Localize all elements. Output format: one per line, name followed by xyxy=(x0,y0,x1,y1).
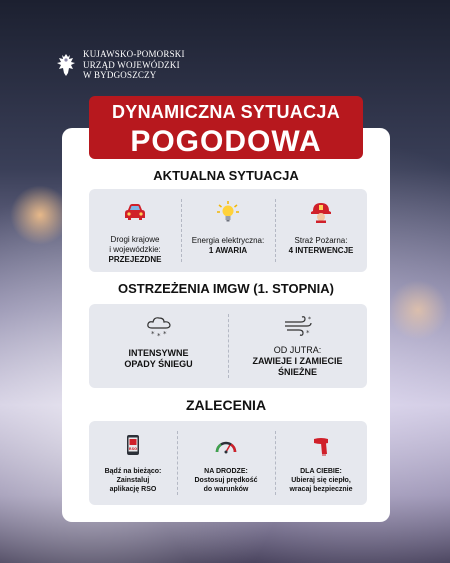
electricity-value: 1 AWARIA xyxy=(208,246,248,255)
blizzard-warning-line2: ŚNIEŻNE xyxy=(277,367,317,377)
stay-informed-line2: Zainstaluj xyxy=(116,477,150,484)
scarf-icon xyxy=(312,436,330,456)
svg-text:RSO: RSO xyxy=(128,447,138,451)
snowfall-warning xyxy=(89,304,228,388)
recommendation-on-road xyxy=(177,421,275,505)
svg-text:*: * xyxy=(305,329,309,337)
banner-title-line1: DYNAMICZNA SYTUACJA xyxy=(89,96,363,128)
roads-label-line1: Drogi krajowe xyxy=(110,235,160,244)
roads-value: PRZEJEZDNE xyxy=(108,255,162,264)
warnings-title: OSTRZEŻENIA IMGW (1. STOPNIA) xyxy=(118,281,334,296)
fire-service-label: Straż Pożarna: xyxy=(294,236,348,245)
for-you-line3: wracaj bezpiecznie xyxy=(289,486,353,493)
banner-title-line2: POGODOWA xyxy=(89,125,363,159)
recommendations-panel xyxy=(89,421,367,505)
svg-text:*: * xyxy=(150,330,154,338)
phone-rso-icon xyxy=(126,434,140,456)
roads-label-line2: i wojewódzkie: xyxy=(109,245,161,254)
current-situation-panel xyxy=(89,189,367,272)
eagle-emblem-icon xyxy=(55,52,77,78)
on-road-line2: Dostosuj prędkość xyxy=(194,477,258,484)
speedometer-icon xyxy=(215,436,237,456)
blizzard-warning xyxy=(228,304,367,388)
on-road-line3: do warunków xyxy=(203,486,249,493)
car-headlight-glow xyxy=(388,280,448,340)
office-name xyxy=(83,49,185,81)
lightbulb-icon xyxy=(217,201,239,223)
snowfall-warning-line1: INTENSYWNE xyxy=(128,348,189,358)
office-name-line1: KUJAWSKO-POMORSKI xyxy=(83,49,185,59)
firefighter-icon xyxy=(310,201,332,223)
office-logo xyxy=(55,49,185,81)
blizzard-warning-prefix: OD JUTRA: xyxy=(273,345,322,355)
snowfall-warning-line2: OPADY ŚNIEGU xyxy=(124,359,193,369)
for-you-line2: Ubieraj się ciepło, xyxy=(291,477,351,484)
svg-text:*: * xyxy=(162,330,166,338)
on-road-line1: NA DRODZE: xyxy=(204,468,248,475)
fire-service-status xyxy=(275,189,367,272)
car-icon xyxy=(124,203,146,221)
wind-snow-icon xyxy=(283,315,313,337)
street-light-glow xyxy=(10,185,70,245)
blizzard-warning-line1: ZAWIEJE I ZAMIECIE xyxy=(252,356,343,366)
snow-cloud-icon xyxy=(146,316,172,338)
stay-informed-line3: aplikację RSO xyxy=(109,486,157,493)
svg-text:*: * xyxy=(307,316,311,323)
fire-service-value: 4 INTERWENCJE xyxy=(288,246,354,255)
for-you-line1: DLA CIEBIE: xyxy=(300,468,342,475)
svg-text:*: * xyxy=(156,332,160,338)
electricity-label: Energia elektryczna: xyxy=(191,236,265,245)
office-name-line2: URZĄD WOJEWÓDZKI xyxy=(83,59,180,70)
current-situation-title: AKTUALNA SYTUACJA xyxy=(153,168,299,183)
roads-status xyxy=(89,189,181,272)
stay-informed-line1: Bądź na bieżąco: xyxy=(104,468,162,475)
electricity-status xyxy=(181,189,275,272)
recommendations-title: ZALECENIA xyxy=(185,397,267,413)
recommendation-for-you xyxy=(275,421,367,505)
warnings-panel xyxy=(89,304,367,388)
recommendation-stay-informed xyxy=(89,421,177,505)
office-name-line3: W BYDGOSZCZY xyxy=(83,70,157,80)
